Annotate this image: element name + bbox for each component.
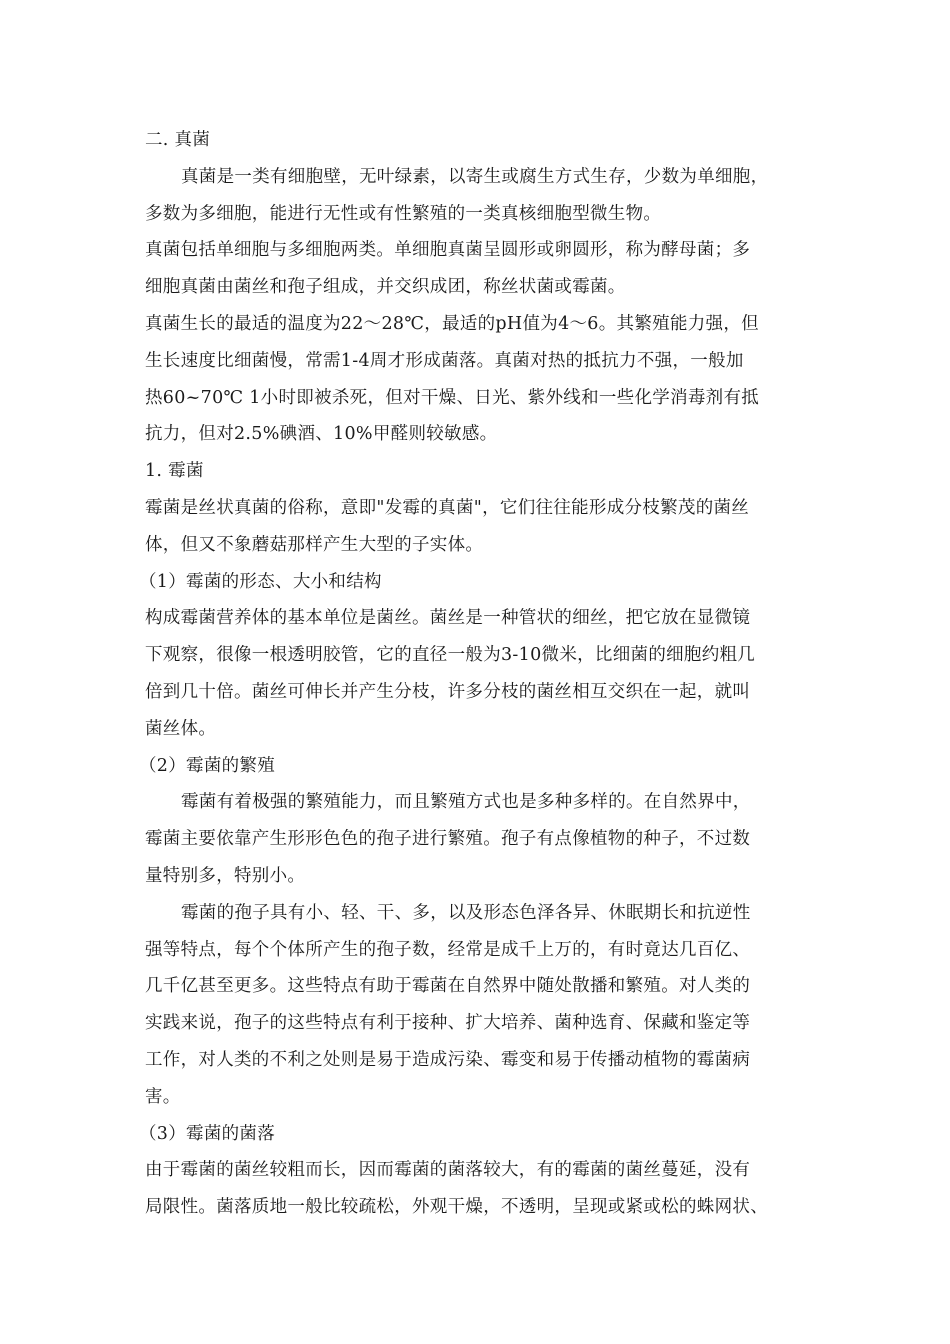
text-line: 局限性。菌落质地一般比较疏松，外观干燥，不透明，呈现或紧或松的蛛网状、 <box>145 1197 768 1218</box>
text-line: 霉菌的孢子具有小、轻、干、多，以及形态色泽各异、休眠期长和抗逆性 <box>181 902 751 923</box>
text-line: 细胞真菌由菌丝和孢子组成，并交织成团，称丝状菌或霉菌。 <box>145 277 626 298</box>
text-line: 体，但又不象蘑菇那样产生大型的子实体。 <box>145 534 484 555</box>
text-line: 量特别多，特别小。 <box>145 865 306 886</box>
subsection-heading: （1）霉菌的形态、大小和结构 <box>139 571 382 592</box>
text-line: 害。 <box>145 1086 181 1107</box>
text-line: 多数为多细胞，能进行无性或有性繁殖的一类真核细胞型微生物。 <box>145 203 662 224</box>
text-line: 强等特点，每个个体所产生的孢子数，经常是成千上万的，有时竟达几百亿、 <box>145 939 751 960</box>
text-line: 倍到几十倍。菌丝可伸长并产生分枝，许多分枝的菌丝相互交织在一起，就叫 <box>145 681 751 702</box>
text-line: 抗力，但对2.5%碘酒、10%甲醛则较敏感。 <box>145 424 498 445</box>
text-line: 霉菌主要依靠产生形形色色的孢子进行繁殖。孢子有点像植物的种子，不过数 <box>145 829 751 850</box>
section-heading: 1. 霉菌 <box>145 461 204 482</box>
subsection-heading: （3）霉菌的菌落 <box>139 1123 276 1144</box>
text-line: 霉菌是丝状真菌的俗称，意即"发霉的真菌"，它们往往能形成分枝繁茂的菌丝 <box>145 497 750 518</box>
text-line: 真菌是一类有细胞壁，无叶绿素，以寄生或腐生方式生存，少数为单细胞， <box>181 166 769 187</box>
text-line: 霉菌有着极强的繁殖能力，而且繁殖方式也是多种多样的。在自然界中， <box>181 792 751 813</box>
document-body <box>139 122 825 1226</box>
text-line: 菌丝体。 <box>145 718 217 739</box>
text-line: 真菌包括单细胞与多细胞两类。单细胞真菌呈圆形或卵圆形，称为酵母菌；多 <box>145 240 751 261</box>
text-line: 构成霉菌营养体的基本单位是菌丝。菌丝是一种管状的细丝，把它放在显微镜 <box>145 608 751 629</box>
section-heading: 二. 真菌 <box>145 130 211 150</box>
text-line: 真菌生长的最适的温度为22～28℃，最适的pH值为4～6。其繁殖能力强，但 <box>145 313 759 334</box>
text-line: 由于霉菌的菌丝较粗而长，因而霉菌的菌落较大，有的霉菌的菌丝蔓延，没有 <box>145 1160 751 1181</box>
text-line: 工作，对人类的不利之处则是易于造成污染、霉变和易于传播动植物的霉菌病 <box>145 1049 751 1070</box>
text-line: 下观察，很像一根透明胶管，它的直径一般为3-10微米，比细菌的细胞约粗几 <box>145 645 756 666</box>
text-line: 生长速度比细菌慢，常需1-4周才形成菌落。真菌对热的抵抗力不强，一般加 <box>145 350 744 371</box>
subsection-heading: （2）霉菌的繁殖 <box>139 755 276 776</box>
text-line: 实践来说，孢子的这些特点有利于接种、扩大培养、菌种选育、保藏和鉴定等 <box>145 1013 751 1034</box>
text-line: 热60~70℃ 1小时即被杀死，但对干燥、日光、紫外线和一些化学消毒剂有抵 <box>145 387 760 408</box>
text-line: 几千亿甚至更多。这些特点有助于霉菌在自然界中随处散播和繁殖。对人类的 <box>145 976 751 997</box>
